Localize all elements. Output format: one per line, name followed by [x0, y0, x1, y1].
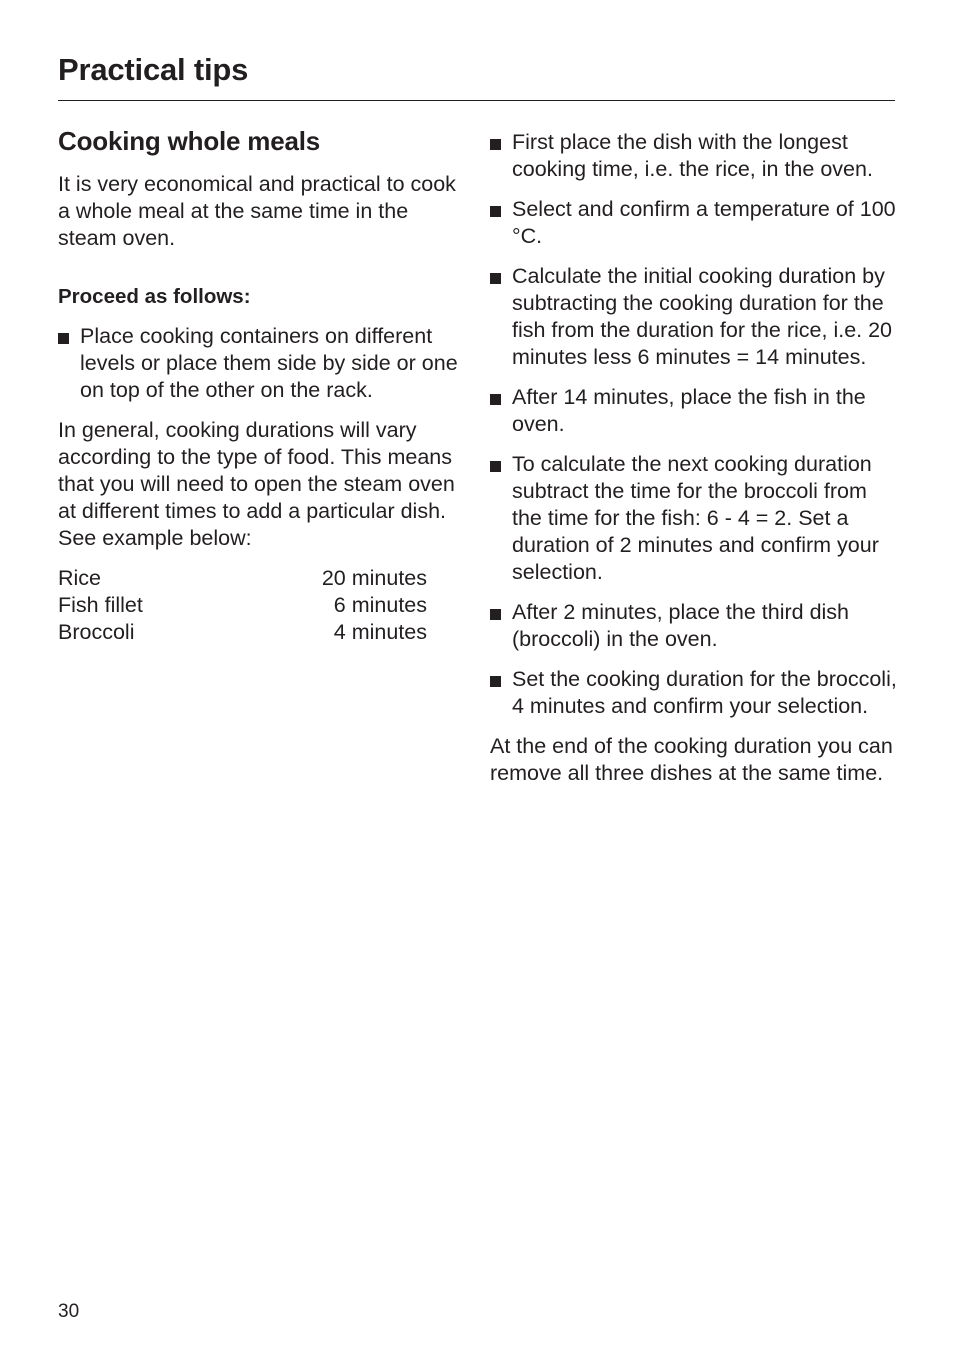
table-row [58, 565, 427, 592]
cooking-duration: 4 minutes [333, 620, 427, 644]
square-bullet-icon [490, 394, 501, 405]
conclusion-paragraph: At the end of the cooking duration you can remove all three dishes at the same time. [490, 734, 893, 785]
list-item [490, 384, 900, 438]
list-item [58, 323, 463, 404]
food-name: Rice [58, 566, 102, 590]
page-number: 30 [58, 1301, 80, 1322]
table-row [58, 619, 427, 646]
list-item-text: Calculate the initial cooking duration by subtracting the cooking duration for the fish from the duration for the rice, i.e. 20 minutes less 6 minutes = 14 minutes. [512, 264, 893, 369]
example-table [58, 565, 427, 646]
cooking-duration: 6 minutes [333, 593, 427, 617]
table-row [58, 592, 427, 619]
list-item-text: After 14 minutes, place the fish in the oven. [512, 385, 866, 436]
list-item-text: Set the cooking duration for the broccoli, 4 minutes and confirm your selection. [512, 667, 897, 718]
list-item [490, 599, 900, 653]
square-bullet-icon [490, 676, 501, 687]
food-name: Fish fillet [58, 593, 143, 617]
square-bullet-icon [490, 461, 501, 472]
page-header [58, 52, 895, 101]
square-bullet-icon [490, 273, 501, 284]
list-item-text: After 2 minutes, place the third dish (broccoli) in the oven. [512, 600, 850, 651]
list-item [490, 451, 900, 586]
food-name: Broccoli [58, 620, 135, 644]
cooking-duration: 20 minutes [321, 566, 427, 590]
proceed-heading: Proceed as follows: [58, 285, 251, 308]
list-item-text: First place the dish with the longest cooking time, i.e. the rice, in the oven. [512, 130, 873, 181]
page-title: Practical tips [58, 52, 249, 87]
square-bullet-icon [490, 609, 501, 620]
right-column [490, 129, 900, 787]
left-column [58, 124, 463, 646]
list-item [490, 129, 900, 183]
list-item-text: Select and confirm a temperature of 100 °C. [512, 197, 896, 248]
section-title: Cooking whole meals [58, 126, 321, 156]
square-bullet-icon [490, 206, 501, 217]
list-item-text: To calculate the next cooking duration subtract the time for the broccoli from the time for the fish: 6 - 4 = 2. Set a duration of 2 minutes and confirm your selection. [512, 452, 879, 584]
square-bullet-icon [58, 333, 69, 344]
left-bullet-list [58, 323, 463, 404]
list-item [490, 666, 900, 720]
general-paragraph: In general, cooking durations will vary according to the type of food. This means that you will need to open the steam oven at different times to add a particular dish. See example below: [58, 418, 455, 550]
list-item [490, 263, 900, 371]
square-bullet-icon [490, 139, 501, 150]
right-bullet-list [490, 129, 900, 720]
list-item [490, 196, 900, 250]
list-item-text: Place cooking containers on different levels or place them side by side or one on top of the other on the rack. [80, 324, 458, 402]
intro-paragraph: It is very economical and practical to cook a whole meal at the same time in the steam oven. [58, 172, 456, 250]
